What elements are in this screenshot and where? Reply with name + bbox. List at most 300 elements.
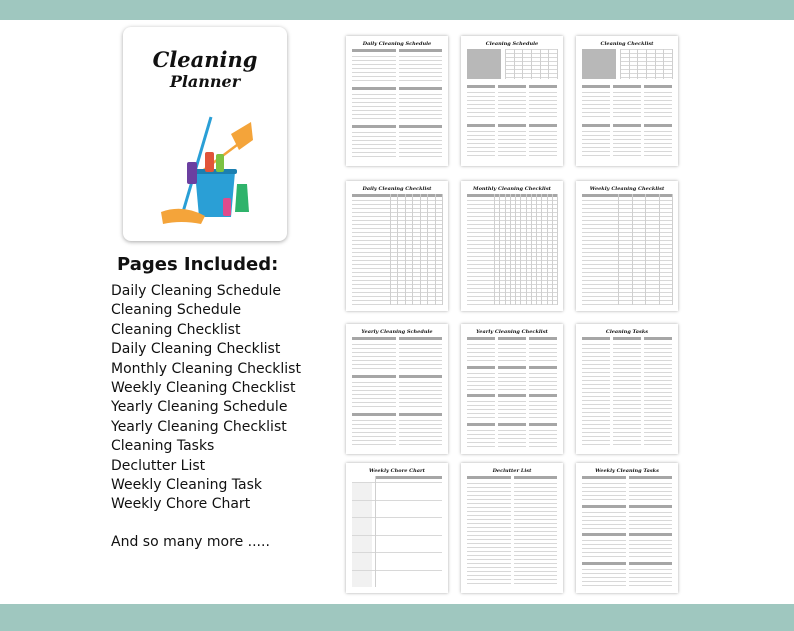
ruled-line: [629, 581, 673, 582]
block-header-bar: [498, 85, 526, 88]
ruled-line: [582, 155, 610, 156]
ruled-line: [467, 442, 495, 443]
ruled-line: [644, 155, 672, 156]
ruled-line: [352, 360, 396, 361]
table-row-line: [467, 268, 557, 269]
ruled-line: [467, 100, 495, 101]
ruled-line: [613, 396, 641, 397]
ruled-line: [629, 528, 673, 529]
ruled-line: [514, 547, 558, 548]
ruled-line: [399, 152, 443, 153]
ruled-line: [582, 540, 626, 541]
schedule-column-line: [620, 49, 621, 79]
block-header-bar: [467, 85, 495, 88]
ruled-line: [582, 92, 610, 93]
table-row-line: [467, 212, 557, 213]
ruled-line: [467, 583, 511, 584]
table-column-line: [536, 194, 537, 305]
table-column-line: [672, 194, 673, 305]
ruled-line: [582, 364, 610, 365]
ruled-line: [529, 373, 557, 374]
ruled-line: [629, 573, 673, 574]
ruled-line: [399, 356, 443, 357]
ruled-line: [352, 402, 396, 403]
chore-row-line: [352, 535, 442, 536]
ruled-line: [514, 567, 558, 568]
ruled-line: [582, 528, 626, 529]
block-header-bar: [582, 505, 626, 508]
ruled-line: [399, 94, 443, 95]
thumbnail-title: Cleaning Tasks: [605, 329, 649, 335]
ruled-line: [514, 487, 558, 488]
table-row-line: [467, 200, 557, 201]
ruled-line: [629, 577, 673, 578]
ruled-line: [498, 438, 526, 439]
schedule-column-line: [629, 49, 630, 79]
ruled-line: [399, 60, 443, 61]
ruled-line: [514, 563, 558, 564]
ruled-line: [467, 131, 495, 132]
ruled-line: [582, 372, 610, 373]
ruled-line: [529, 112, 557, 113]
ruled-line: [582, 400, 610, 401]
ruled-line: [399, 424, 443, 425]
block-header-bar: [498, 124, 526, 127]
ruled-line: [514, 503, 558, 504]
ruled-line: [498, 348, 526, 349]
ruled-line: [644, 368, 672, 369]
ruled-line: [399, 420, 443, 421]
ruled-line: [644, 416, 672, 417]
ruled-line: [613, 112, 641, 113]
ruled-line: [498, 104, 526, 105]
table-column-line: [520, 194, 521, 305]
ruled-line: [399, 114, 443, 115]
ruled-line: [399, 144, 443, 145]
ruled-line: [644, 151, 672, 152]
ruled-line: [467, 96, 495, 97]
ruled-line: [352, 356, 396, 357]
ruled-line: [529, 139, 557, 140]
ruled-line: [582, 487, 626, 488]
ruled-line: [467, 543, 511, 544]
ruled-line: [498, 430, 526, 431]
ruled-line: [613, 424, 641, 425]
ruled-line: [467, 155, 495, 156]
ruled-line: [467, 499, 511, 500]
chart-header-bar: [375, 476, 443, 479]
ruled-line: [514, 555, 558, 556]
ruled-line: [399, 352, 443, 353]
ruled-line: [498, 131, 526, 132]
ruled-line: [352, 60, 396, 61]
ruled-line: [399, 386, 443, 387]
table-column-line: [659, 194, 660, 305]
ruled-line: [467, 563, 511, 564]
ruled-line: [582, 424, 610, 425]
ruled-line: [399, 68, 443, 69]
ruled-line: [498, 413, 526, 414]
ruled-line: [467, 567, 511, 568]
ruled-line: [582, 96, 610, 97]
list-item: Yearly Cleaning Schedule: [111, 399, 288, 416]
ruled-line: [352, 132, 396, 133]
block-header-bar: [582, 124, 610, 127]
ruled-line: [582, 548, 626, 549]
ruled-line: [352, 114, 396, 115]
ruled-line: [582, 440, 610, 441]
ruled-line: [514, 551, 558, 552]
page-thumbnail: [346, 463, 448, 593]
table-row-line: [467, 244, 557, 245]
ruled-line: [613, 432, 641, 433]
ruled-line: [644, 143, 672, 144]
ruled-line: [644, 380, 672, 381]
ruled-line: [352, 152, 396, 153]
ruled-line: [399, 156, 443, 157]
table-column-line: [420, 194, 421, 305]
ruled-line: [644, 135, 672, 136]
block-header-bar: [467, 423, 495, 426]
ruled-line: [529, 401, 557, 402]
thumbnail-body: [467, 337, 557, 448]
block-header-bar: [352, 375, 396, 378]
ruled-line: [613, 116, 641, 117]
ruled-line: [629, 491, 673, 492]
ruled-line: [613, 360, 641, 361]
table-row-line: [467, 272, 557, 273]
ruled-line: [582, 573, 626, 574]
ruled-line: [613, 444, 641, 445]
list-item: Cleaning Schedule: [111, 302, 242, 319]
list-item: Monthly Cleaning Checklist: [111, 360, 301, 377]
ruled-line: [498, 92, 526, 93]
ruled-line: [613, 388, 641, 389]
ruled-line: [644, 436, 672, 437]
ruled-line: [514, 543, 558, 544]
ruled-line: [352, 398, 396, 399]
ruled-line: [498, 442, 526, 443]
more-text: And so many more .....: [111, 534, 270, 550]
ruled-line: [582, 100, 610, 101]
ruled-line: [352, 390, 396, 391]
ruled-line: [498, 100, 526, 101]
ruled-line: [582, 512, 626, 513]
ruled-line: [467, 104, 495, 105]
ruled-line: [399, 106, 443, 107]
ruled-line: [514, 495, 558, 496]
ruled-line: [352, 136, 396, 137]
ruled-line: [467, 143, 495, 144]
ruled-line: [582, 352, 610, 353]
chore-row-line: [352, 570, 442, 571]
ruled-line: [613, 143, 641, 144]
ruled-line: [467, 519, 511, 520]
ruled-line: [352, 432, 396, 433]
ruled-line: [399, 148, 443, 149]
ruled-line: [644, 388, 672, 389]
table-column-line: [618, 194, 619, 305]
table-column-line: [515, 194, 516, 305]
page-thumbnail: [346, 181, 448, 311]
ruled-line: [582, 581, 626, 582]
ruled-line: [514, 519, 558, 520]
block-header-bar: [644, 85, 672, 88]
ruled-line: [352, 144, 396, 145]
ruled-line: [514, 579, 558, 580]
ruled-line: [529, 409, 557, 410]
ruled-line: [582, 135, 610, 136]
ruled-line: [613, 376, 641, 377]
ruled-line: [644, 100, 672, 101]
block-header-bar: [467, 366, 495, 369]
ruled-line: [629, 512, 673, 513]
ruled-line: [467, 579, 511, 580]
block-header-bar: [352, 125, 396, 128]
schedule-column-line: [637, 49, 638, 79]
ruled-line: [514, 535, 558, 536]
block-header-bar: [644, 337, 672, 340]
table-row-line: [467, 228, 557, 229]
ruled-line: [498, 112, 526, 113]
page-thumbnail: [461, 463, 563, 593]
ruled-line: [644, 360, 672, 361]
ruled-line: [467, 523, 511, 524]
ruled-line: [514, 511, 558, 512]
ruled-line: [498, 96, 526, 97]
ruled-line: [644, 364, 672, 365]
ruled-line: [582, 392, 610, 393]
ruled-line: [629, 548, 673, 549]
block-header-bar: [529, 124, 557, 127]
ruled-line: [629, 524, 673, 525]
cover-subtitle: Planner: [169, 72, 241, 91]
ruled-line: [514, 523, 558, 524]
table-column-line: [397, 194, 398, 305]
ruled-line: [582, 376, 610, 377]
ruled-line: [529, 385, 557, 386]
table-column-line: [505, 194, 506, 305]
ruled-line: [467, 511, 511, 512]
ruled-line: [498, 409, 526, 410]
ruled-line: [644, 104, 672, 105]
ruled-line: [514, 483, 558, 484]
block-header-bar: [399, 87, 443, 90]
ruled-line: [582, 520, 626, 521]
ruled-line: [613, 151, 641, 152]
schedule-gray-box: [467, 49, 501, 79]
ruled-line: [467, 401, 495, 402]
ruled-line: [498, 405, 526, 406]
schedule-column-line: [646, 49, 647, 79]
block-header-bar: [582, 476, 626, 479]
ruled-line: [629, 483, 673, 484]
table-row-line: [467, 264, 557, 265]
ruled-line: [467, 555, 511, 556]
ruled-line: [467, 483, 511, 484]
ruled-line: [498, 143, 526, 144]
bottom-band: [0, 604, 794, 631]
ruled-line: [644, 400, 672, 401]
ruled-line: [582, 495, 626, 496]
ruled-line: [352, 352, 396, 353]
thumbnail-body: [467, 476, 557, 587]
thumbnail-title: Yearly Cleaning Checklist: [476, 329, 548, 335]
table-column-line: [405, 194, 406, 305]
ruled-line: [582, 483, 626, 484]
ruled-line: [582, 432, 610, 433]
ruled-line: [352, 368, 396, 369]
thumbnail-title: Daily Cleaning Checklist: [362, 186, 432, 192]
ruled-line: [498, 377, 526, 378]
ruled-line: [529, 417, 557, 418]
ruled-line: [644, 420, 672, 421]
list-item: Weekly Chore Chart: [111, 496, 251, 513]
block-header-bar: [352, 413, 396, 416]
ruled-line: [529, 147, 557, 148]
ruled-line: [467, 381, 495, 382]
ruled-line: [582, 384, 610, 385]
ruled-line: [352, 110, 396, 111]
ruled-line: [529, 430, 557, 431]
ruled-line: [514, 575, 558, 576]
ruled-line: [467, 547, 511, 548]
ruled-line: [644, 428, 672, 429]
ruled-line: [613, 344, 641, 345]
ruled-line: [582, 344, 610, 345]
ruled-line: [514, 539, 558, 540]
ruled-line: [613, 364, 641, 365]
ruled-line: [529, 356, 557, 357]
block-header-bar: [613, 85, 641, 88]
ruled-line: [582, 396, 610, 397]
top-band: [0, 0, 794, 20]
ruled-line: [399, 118, 443, 119]
ruled-line: [498, 155, 526, 156]
ruled-line: [644, 404, 672, 405]
ruled-line: [498, 135, 526, 136]
ruled-line: [498, 446, 526, 447]
ruled-line: [613, 155, 641, 156]
ruled-line: [644, 412, 672, 413]
ruled-line: [644, 432, 672, 433]
cleaning-supplies-illustration: [153, 112, 253, 232]
ruled-line: [613, 392, 641, 393]
ruled-line: [352, 406, 396, 407]
table-column-line: [442, 194, 443, 305]
block-header-bar: [399, 413, 443, 416]
schedule-column-line: [531, 49, 532, 79]
ruled-line: [467, 151, 495, 152]
block-header-bar: [352, 337, 396, 340]
table-row-line: [467, 240, 557, 241]
ruled-line: [498, 373, 526, 374]
ruled-line: [644, 392, 672, 393]
thumbnail-body: [352, 49, 442, 160]
block-header-bar: [399, 125, 443, 128]
ruled-line: [629, 552, 673, 553]
ruled-line: [529, 446, 557, 447]
thumbnail-title: Declutter List: [492, 468, 532, 474]
ruled-line: [352, 444, 396, 445]
block-header-bar: [629, 562, 673, 565]
ruled-line: [498, 385, 526, 386]
ruled-line: [529, 96, 557, 97]
ruled-line: [467, 385, 495, 386]
ruled-line: [467, 139, 495, 140]
table-column-line: [412, 194, 413, 305]
schedule-column-line: [663, 49, 664, 79]
ruled-line: [529, 389, 557, 390]
ruled-line: [529, 100, 557, 101]
ruled-line: [498, 389, 526, 390]
ruled-line: [529, 377, 557, 378]
ruled-line: [399, 398, 443, 399]
ruled-line: [514, 507, 558, 508]
ruled-line: [613, 428, 641, 429]
schedule-column-line: [522, 49, 523, 79]
ruled-line: [613, 384, 641, 385]
ruled-line: [352, 394, 396, 395]
ruled-line: [582, 516, 626, 517]
ruled-line: [467, 434, 495, 435]
ruled-line: [352, 118, 396, 119]
table-column-line: [499, 194, 500, 305]
ruled-line: [498, 381, 526, 382]
ruled-line: [399, 382, 443, 383]
ruled-line: [629, 544, 673, 545]
block-header-bar: [629, 505, 673, 508]
ruled-line: [529, 352, 557, 353]
ruled-line: [582, 491, 626, 492]
list-item: Daily Cleaning Checklist: [111, 341, 281, 358]
chore-row-line: [352, 517, 442, 518]
table-row-line: [467, 220, 557, 221]
ruled-line: [352, 102, 396, 103]
ruled-line: [613, 408, 641, 409]
table-row-line: [467, 232, 557, 233]
ruled-line: [582, 108, 610, 109]
thumbnail-body: [467, 194, 557, 305]
ruled-line: [399, 56, 443, 57]
ruled-line: [582, 139, 610, 140]
ruled-line: [467, 527, 511, 528]
ruled-line: [467, 112, 495, 113]
ruled-line: [582, 524, 626, 525]
ruled-line: [498, 147, 526, 148]
ruled-line: [629, 540, 673, 541]
table-row-line: [467, 208, 557, 209]
ruled-line: [352, 436, 396, 437]
ruled-line: [529, 348, 557, 349]
ruled-line: [582, 360, 610, 361]
table-row-line: [467, 248, 557, 249]
block-header-bar: [467, 394, 495, 397]
thumbnail-title: Yearly Cleaning Schedule: [361, 329, 433, 335]
ruled-line: [352, 440, 396, 441]
list-item: Weekly Cleaning Task: [111, 477, 263, 494]
table-row-line: [467, 304, 557, 305]
list-item: Yearly Cleaning Checklist: [111, 418, 287, 435]
ruled-line: [399, 72, 443, 73]
ruled-line: [613, 104, 641, 105]
ruled-line: [352, 64, 396, 65]
ruled-line: [644, 108, 672, 109]
table-column-line: [541, 194, 542, 305]
schedule-column-line: [655, 49, 656, 79]
block-header-bar: [582, 85, 610, 88]
ruled-line: [498, 344, 526, 345]
